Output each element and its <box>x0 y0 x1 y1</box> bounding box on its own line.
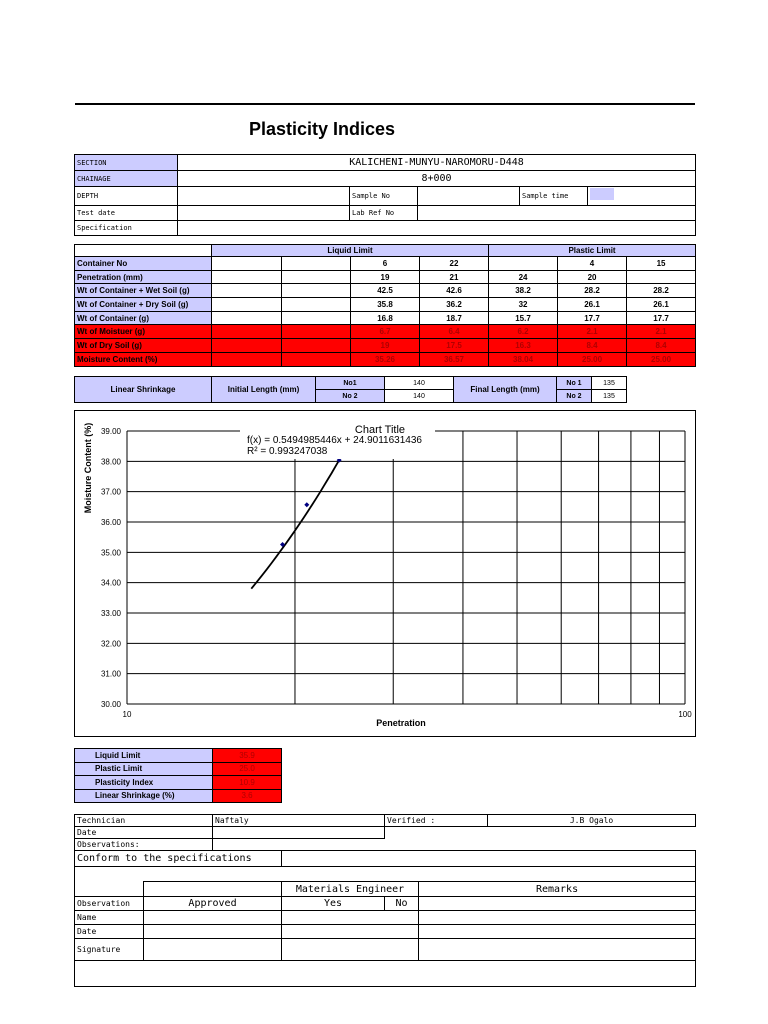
limits-row-label: Wt of Moistuer (g) <box>75 325 212 339</box>
liquid-limit-header: Liquid Limit <box>212 245 489 257</box>
y-axis-label: Moisture Content (%) <box>83 422 93 514</box>
limits-cell: 25.00 <box>558 352 627 366</box>
summary-label: Linear Shrinkage (%) <box>75 789 213 803</box>
specification-label: Specification <box>75 221 178 236</box>
limits-cell: 38.04 <box>489 352 558 366</box>
limits-cell: 22 <box>420 257 489 271</box>
plastic-limit-header: Plastic Limit <box>489 245 696 257</box>
lab-ref-value <box>418 206 696 221</box>
limits-cell: 28.2 <box>558 284 627 298</box>
limits-row <box>75 284 696 298</box>
limits-cell <box>212 284 282 298</box>
moisture-penetration-chart <box>75 411 695 736</box>
limits-cell: 17.7 <box>558 311 627 325</box>
limits-cell <box>282 352 351 366</box>
limits-cell <box>282 257 351 271</box>
final-length-label: Final Length (mm) <box>454 377 557 403</box>
section-label: SECTION <box>75 155 178 171</box>
sample-time-value <box>588 187 696 206</box>
limits-row <box>75 325 696 339</box>
limits-cell: 17.7 <box>627 311 696 325</box>
limits-cell: 36.57 <box>420 352 489 366</box>
limits-cell: 26.1 <box>558 298 627 312</box>
limits-cell <box>212 270 282 284</box>
y-tick-label: 39.00 <box>100 427 121 436</box>
initial-length-label: Initial Length (mm) <box>212 377 316 403</box>
header-info-table <box>74 154 696 236</box>
date2-label: Date <box>75 925 144 939</box>
x-axis-label: Penetration <box>376 718 426 728</box>
final-no2-label: No 2 <box>557 390 592 403</box>
limits-cell: 17.5 <box>420 339 489 353</box>
r-squared: R² = 0.993247038 <box>247 446 328 457</box>
limits-cell: 8.4 <box>558 339 627 353</box>
final-no1-label: No 1 <box>557 377 592 390</box>
limits-cell: 4 <box>558 257 627 271</box>
x-tick-label: 100 <box>678 710 692 719</box>
name-label: Name <box>75 911 144 925</box>
limits-row <box>75 339 696 353</box>
limits-cell: 35.26 <box>351 352 420 366</box>
summary-value: 10.9 <box>213 776 282 790</box>
summary-value: 3.6 <box>213 789 282 803</box>
sample-no-label: Sample No <box>350 187 418 206</box>
limits-cell <box>627 270 696 284</box>
verified-value: J.B Ogalo <box>488 815 696 827</box>
remarks-header: Remarks <box>419 882 696 897</box>
limits-cell: 19 <box>351 270 420 284</box>
summary-row <box>75 776 282 790</box>
limits-row-label: Moisture Content (%) <box>75 352 212 366</box>
limits-cell: 36.2 <box>420 298 489 312</box>
linear-shrinkage-label: Linear Shrinkage <box>75 377 212 403</box>
summary-value: 25.0 <box>213 762 282 776</box>
limits-cell: 35.8 <box>351 298 420 312</box>
initial-no2-label: No 2 <box>316 390 385 403</box>
summary-table <box>74 748 282 803</box>
header-rule <box>75 103 695 105</box>
chart-title: Chart Title <box>354 424 406 436</box>
conform-text: Conform to the specifications <box>75 851 282 867</box>
initial-no2-value: 140 <box>385 390 454 403</box>
limits-row-label: Wt of Container + Wet Soil (g) <box>75 284 212 298</box>
y-tick-label: 35.00 <box>100 548 121 558</box>
limits-cell: 16.8 <box>351 311 420 325</box>
y-tick-label: 31.00 <box>100 669 121 679</box>
test-date-label: Test date <box>75 206 178 221</box>
final-no2-value: 135 <box>592 390 627 403</box>
section-value: KALICHENI-MUNYU-NAROMORU-D448 <box>178 155 696 171</box>
limits-cell: 19 <box>351 339 420 353</box>
limits-row-label: Wt of Container (g) <box>75 311 212 325</box>
limits-cell: 18.7 <box>420 311 489 325</box>
trend-equation: f(x) = 0.5494985446x + 24.9011631436 <box>247 435 422 446</box>
data-point <box>304 502 309 507</box>
signature-label: Signature <box>75 939 144 961</box>
limits-cell: 6 <box>351 257 420 271</box>
limits-row <box>75 270 696 284</box>
limits-row <box>75 257 696 271</box>
limits-cell: 6.4 <box>420 325 489 339</box>
technician-label: Technician <box>75 815 213 827</box>
limits-cell: 15.7 <box>489 311 558 325</box>
signoff-table <box>74 814 696 987</box>
observations-label: Observations: <box>75 839 213 851</box>
sample-time-label: Sample time <box>520 187 588 206</box>
limits-cell <box>212 298 282 312</box>
summary-label: Plasticity Index <box>75 776 213 790</box>
limits-cell: 32 <box>489 298 558 312</box>
limits-row <box>75 298 696 312</box>
limits-cell <box>212 325 282 339</box>
initial-no1-value: 140 <box>385 377 454 390</box>
limits-row-label: Wt of Dry Soil (g) <box>75 339 212 353</box>
observation-label: Observation <box>75 897 144 911</box>
shrinkage-table <box>74 376 627 403</box>
verified-label: Verified : <box>385 815 488 827</box>
page-title: Plasticity Indices <box>249 119 396 139</box>
limits-cell <box>282 339 351 353</box>
limits-cell <box>212 352 282 366</box>
depth-value <box>178 187 350 206</box>
limits-cell: 25.00 <box>627 352 696 366</box>
limits-cell: 2.1 <box>627 325 696 339</box>
yes-label: Yes <box>282 897 385 911</box>
final-no1-value: 135 <box>592 377 627 390</box>
limits-cell: 26.1 <box>627 298 696 312</box>
limits-cell <box>282 284 351 298</box>
limits-cell <box>282 325 351 339</box>
technician-value: Naftaly <box>213 815 385 827</box>
lab-ref-label: Lab Ref No <box>350 206 418 221</box>
test-date-value <box>178 206 350 221</box>
limits-cell <box>282 270 351 284</box>
limits-cell: 6.2 <box>489 325 558 339</box>
y-tick-label: 36.00 <box>100 518 121 527</box>
initial-no1-label: No1 <box>316 377 385 390</box>
limits-cell: 38.2 <box>489 284 558 298</box>
chainage-value: 8+000 <box>178 171 696 187</box>
limits-cell <box>212 311 282 325</box>
depth-label: DEPTH <box>75 187 178 206</box>
summary-row <box>75 762 282 776</box>
chainage-label: CHAINAGE <box>75 171 178 187</box>
limits-cell <box>212 339 282 353</box>
limits-row <box>75 311 696 325</box>
limits-cell <box>282 311 351 325</box>
sample-no-value <box>418 187 520 206</box>
limits-row-label: Wt of Container + Dry Soil (g) <box>75 298 212 312</box>
limits-cell: 28.2 <box>627 284 696 298</box>
limits-row <box>75 352 696 366</box>
limits-cell: 2.1 <box>558 325 627 339</box>
limits-cell: 21 <box>420 270 489 284</box>
y-tick-label: 34.00 <box>100 578 121 588</box>
limits-row-label: Penetration (mm) <box>75 270 212 284</box>
limits-cell <box>212 257 282 271</box>
limits-cell: 8.4 <box>627 339 696 353</box>
no-label: No <box>385 897 419 911</box>
limits-cell: 42.5 <box>351 284 420 298</box>
limits-cell: 20 <box>558 270 627 284</box>
y-tick-label: 32.00 <box>100 639 121 649</box>
limits-cell <box>282 298 351 312</box>
approved-label: Approved <box>144 897 282 911</box>
chart-frame <box>74 410 696 737</box>
y-tick-label: 30.00 <box>100 700 121 709</box>
limits-cell <box>489 257 558 271</box>
materials-engineer-header: Materials Engineer <box>282 882 419 897</box>
y-tick-label: 33.00 <box>100 609 121 618</box>
summary-row <box>75 789 282 803</box>
limits-table <box>74 244 696 367</box>
y-tick-label: 37.00 <box>100 487 121 497</box>
summary-value: 35.9 <box>213 749 282 763</box>
limits-cell: 6.7 <box>351 325 420 339</box>
summary-label: Plastic Limit <box>75 762 213 776</box>
limits-cell: 42.6 <box>420 284 489 298</box>
y-tick-label: 38.00 <box>100 457 121 467</box>
limits-row-label: Container No <box>75 257 212 271</box>
limits-cell: 16.3 <box>489 339 558 353</box>
specification-value <box>178 221 696 236</box>
date-label: Date <box>75 827 213 839</box>
summary-label: Liquid Limit <box>75 749 213 763</box>
limits-cell: 24 <box>489 270 558 284</box>
summary-row <box>75 749 282 763</box>
x-tick-label: 10 <box>122 710 132 719</box>
limits-cell: 15 <box>627 257 696 271</box>
